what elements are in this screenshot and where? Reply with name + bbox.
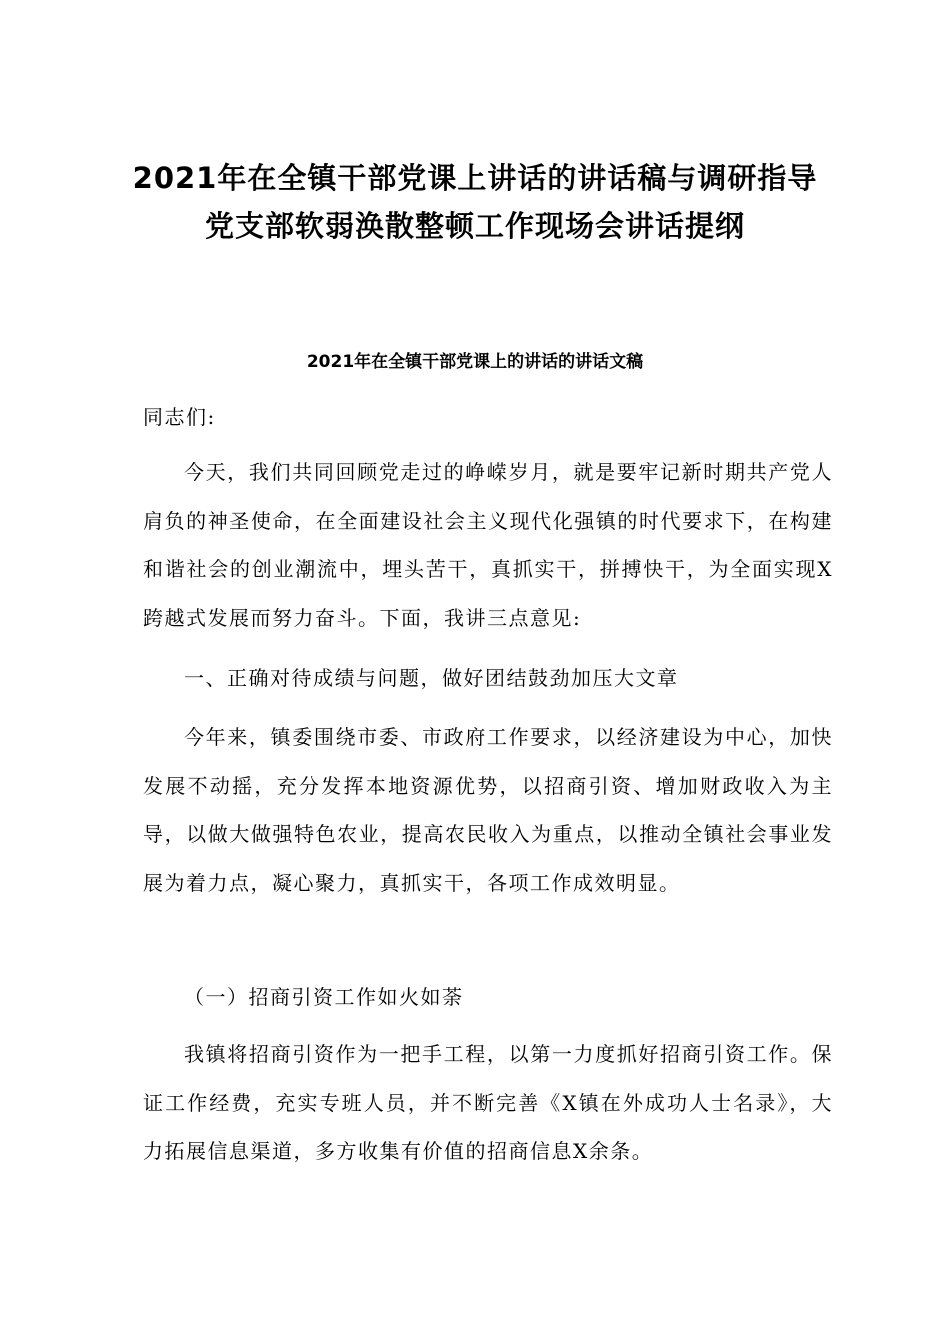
document-title-line-2: 党支部软弱涣散整顿工作现场会讲话提纲: [204, 209, 745, 243]
document-title-line-1: 2021年在全镇干部党课上讲话的讲话稿与调研指导: [132, 161, 818, 195]
paragraph-intro: 今天，我们共同回顾党走过的峥嵘岁月，就是要牢记新时期共产党人肩负的神圣使命，在全面建设社会主义现代化强镇的时代要求下，在构建和谐社会的创业潮流中，埋头苦干，真抓实干，拼搏快干，为全面实现X跨越式发展而努力奋斗。下面，我讲三点意见:: [143, 460, 833, 630]
greeting: 同志们:: [143, 405, 216, 429]
paragraph-investment: 我镇将招商引资作为一把手工程，以第一力度抓好招商引资工作。保证工作经费，充实专班人员，并不断完善《X镇在外成功人士名录》，大力拓展信息渠道，多方收集有价值的招商信息X余条。: [143, 1042, 833, 1163]
section-heading-1: 一、正确对待成绩与问题，做好团结鼓劲加压大文章: [184, 666, 679, 690]
paragraph-achievements: 今年来，镇委围绕市委、市政府工作要求，以经济建设为中心，加快发展不动摇，充分发挥本地资源优势，以招商引资、增加财政收入为主导，以做大做强特色农业，提高农民收入为重点，以推动全镇社会事业发展为着力点，凝心聚力，真抓实干，各项工作成效明显。: [143, 725, 833, 895]
subsection-heading-1: （一）招商引资工作如火如荼: [184, 985, 464, 1009]
speech-title: 2021年在全镇干部党课上的讲话的讲话文稿: [306, 352, 644, 372]
